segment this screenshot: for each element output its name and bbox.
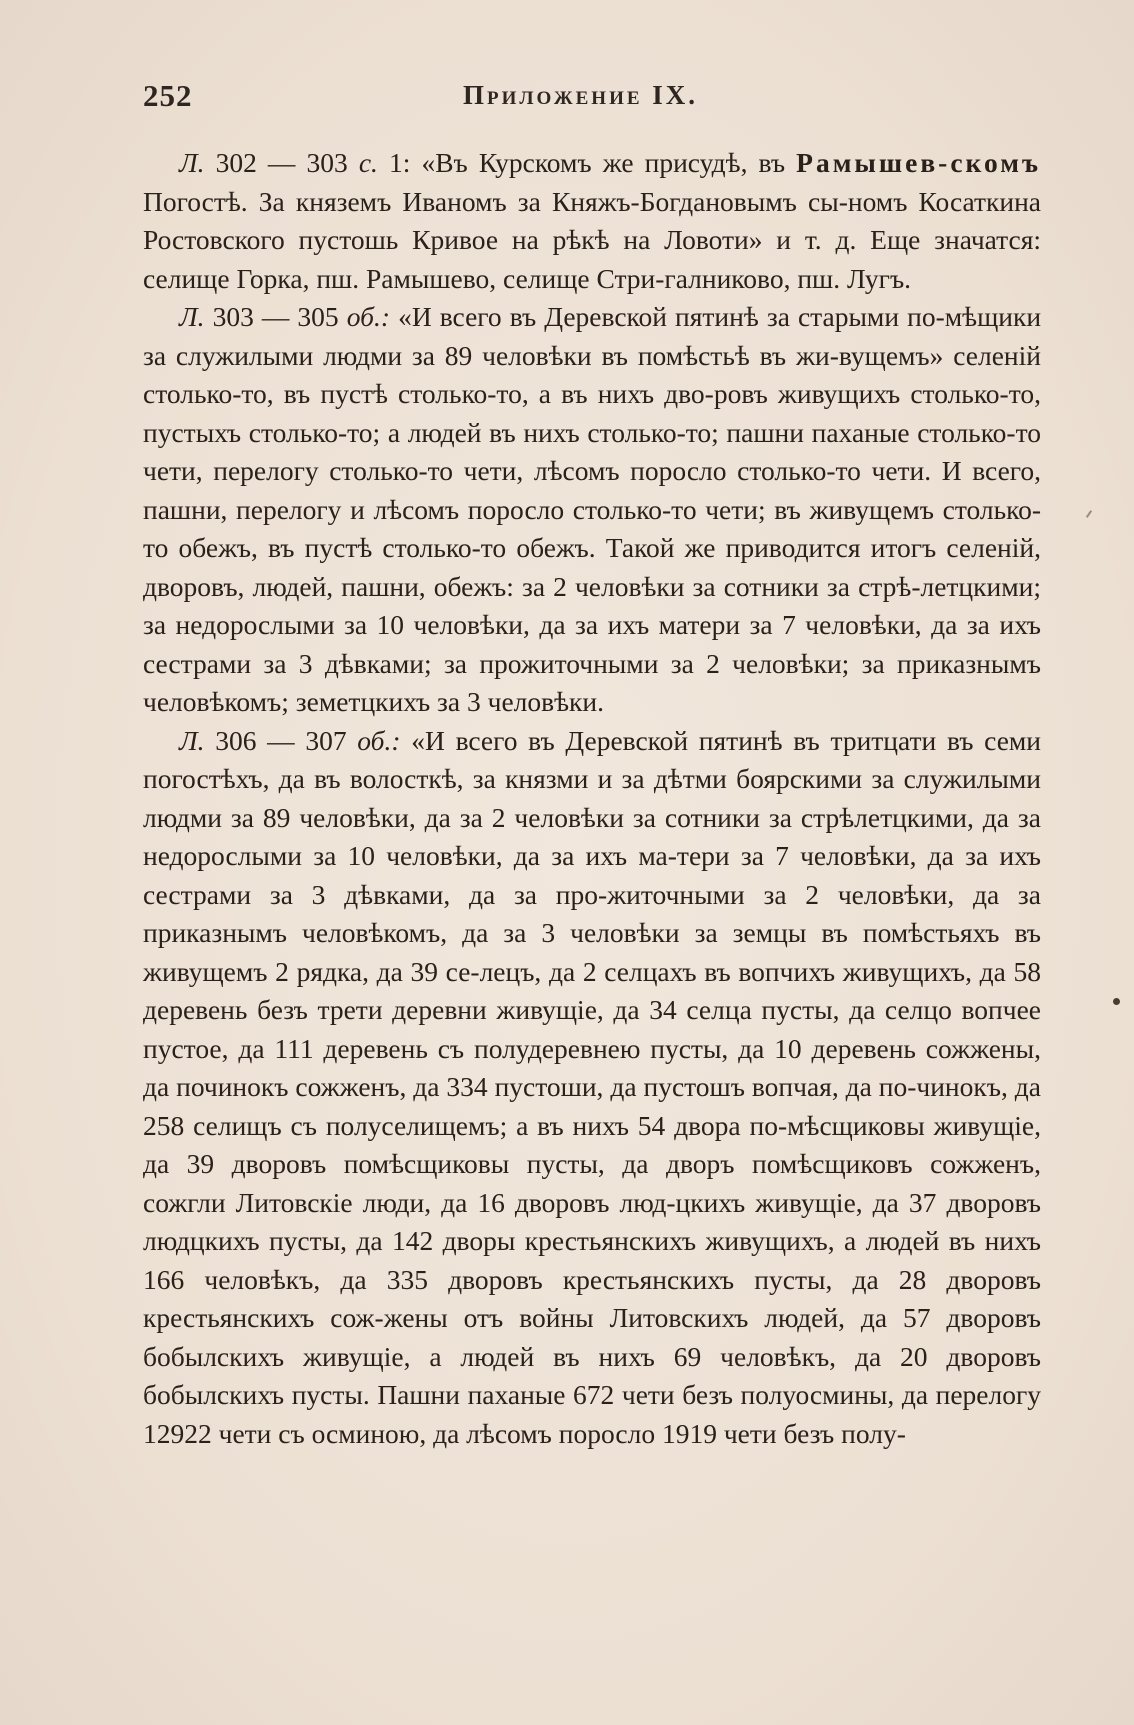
page-header (143, 78, 1041, 118)
paragraph-text: «И всего въ Деревской пятинѣ за старыми по-мѣщики за служилыми людми за 89 человѣки въ помѣстьѣ въ жи-вущемъ» селеній столько-то, въ пустѣ столько-то, а въ нихъ дво-ровъ живущихъ столько-то, пустыхъ столько-то; а людей въ нихъ столько-то; пашни паханые столько-то чети, перелогу столько-то чети, лѣсомъ поросло столько-то чети. И всего, пашни, перелогу и лѣсомъ поросло столько-то чети; въ живущемъ столько-то обежъ, въ пустѣ столько-то обежъ. Такой же приводится итогъ селеній, дворовъ, людей, пашни, обежъ: за 2 человѣки за сотники за стрѣ-летцкими; за недорослыми за 10 человѣки, да за ихъ матери за 7 человѣки, да за ихъ сестрами за 3 дѣвками; за прожиточными за 2 человѣки; за приказнымъ человѣкомъ; земетцкихъ за 3 человѣки. (143, 301, 1042, 717)
paper-speck (1113, 998, 1120, 1005)
folio-side: об.: (346, 301, 390, 332)
folio-range: 306 — 307 (215, 724, 347, 756)
quote-start: «Въ Курскомъ же присудѣ, въ (421, 147, 797, 178)
paper-mark (1086, 510, 1092, 518)
body-text (143, 144, 1041, 1453)
folio-side: об.: (357, 724, 401, 756)
paragraph-text: «И всего въ Деревской пятинѣ въ тритцати въ семи погостѣхъ, да въ волосткѣ, за князми и за дѣтми боярскими за служилыми людми за 89 человѣки, да за 2 человѣки за сотники за стрѣлетцкими, да за недорослыми за 10 человѣки, да за ихъ ма-тери за 7 человѣки, да за ихъ сестрами за 3 дѣвками, да за про-житочными за 2 человѣки, да за приказнымъ человѣкомъ, да за 3 человѣки за земцы въ помѣстьяхъ въ живущемъ 2 рядка, да 39 се-лецъ, да 2 селцахъ въ вопчихъ живущихъ, да 58 деревень безъ трети деревни живущіе, да 34 селца пусты, да селцо вопчее пустое, да 111 деревень съ полудеревнею пусты, да 10 деревень сожжены, да починокъ сожженъ, да 334 пустоши, да пустошъ вопчая, да по-чинокъ, да 258 селищъ съ полуселищемъ; а въ нихъ 54 двора по-мѣсщиковы живущіе, да 39 дворовъ помѣсщиковы пусты, да дворъ помѣсщиковъ сожженъ, сожгли Литовскіе люди, да 16 дворовъ люд-цкихъ живущіе, да 37 дворовъ людцкихъ пусты, да 142 дворы крестьянскихъ живущихъ, а людей въ нихъ 166 человѣкъ, да 335 дворовъ крестьянскихъ пусты, да 28 дворовъ крестьянскихъ сож-жены отъ войны Литовскихъ людей, да 57 дворовъ бобылскихъ живущіе, а людей въ нихъ 69 человѣкъ, да 20 дворовъ бобылскихъ пусты. Пашни паханые 672 чети безъ полуосмины, да перелогу 12922 чети съ осминою, да лѣсомъ поросло 1919 чети безъ полу- (143, 724, 1042, 1449)
page-number: 252 (143, 78, 193, 113)
folio-ref: Л. (179, 147, 205, 178)
paragraph-text: Погостѣ. За княземъ Иваномъ за Княжъ-Богдановымъ сы-номъ Косаткина Ростовского пустошь Кривое на рѣкѣ на Ловоти» и т. д. Еще значатся: селище Горка, пш. Рамышево, селище Стри-галниково, пш. Лугъ. (143, 185, 1041, 294)
paragraph-2 (143, 298, 1041, 722)
running-head: Приложение IX. (463, 80, 699, 110)
folio-side: с. (358, 147, 378, 178)
folio-ref: Л. (179, 724, 205, 756)
folio-range: 302 — 303 (215, 147, 348, 178)
folio-range: 303 — 305 (212, 301, 339, 332)
folio-ref: Л. (179, 301, 205, 332)
paragraph-3 (143, 722, 1041, 1454)
spaced-place-name: Рамышев-скомъ (796, 147, 1042, 178)
folio-tail: 1: (388, 147, 411, 178)
paragraph-1 (143, 144, 1041, 298)
